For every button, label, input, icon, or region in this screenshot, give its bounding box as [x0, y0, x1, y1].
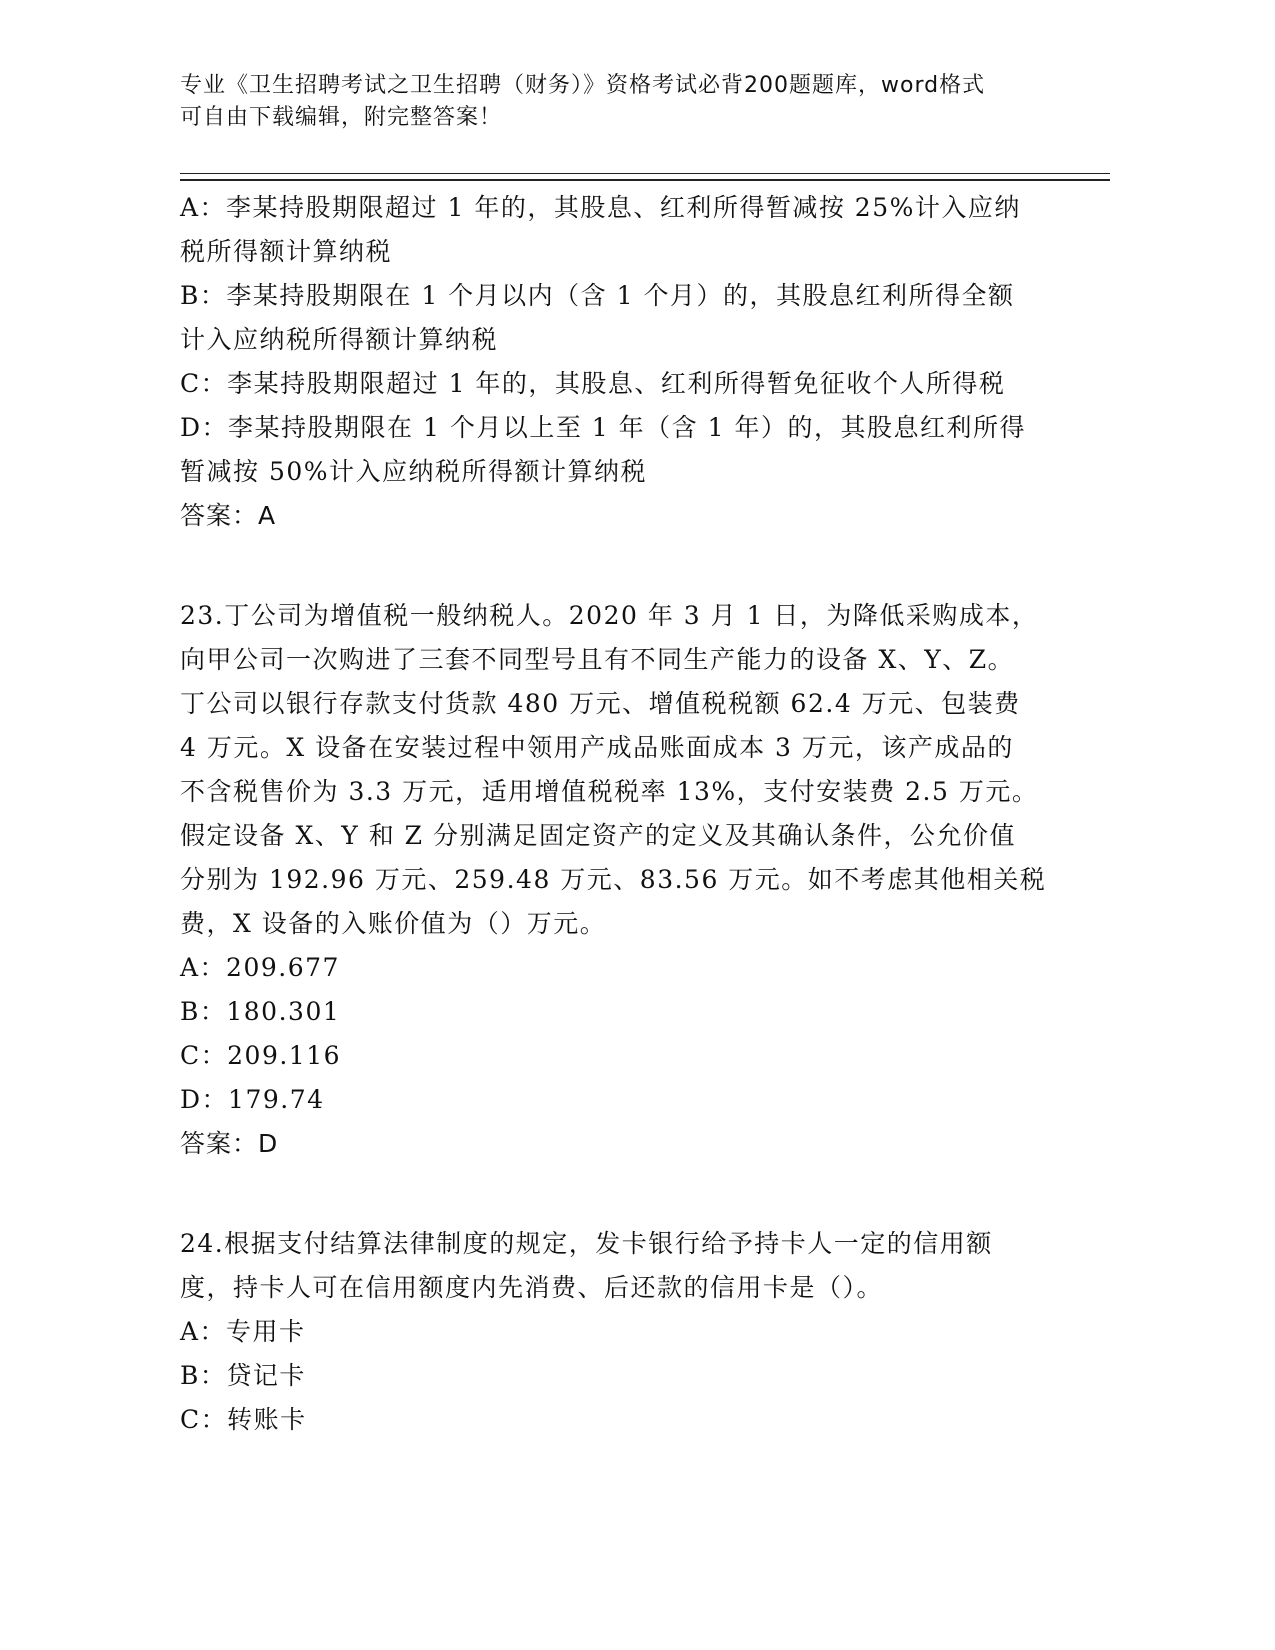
- question-23-line-5: 不含税售价为 3.3 万元，适用增值税税率 13%，支付安装费 2.5 万元。: [180, 777, 1039, 806]
- question-23: [180, 594, 1047, 1166]
- option-c: C：李某持股期限超过 1 年的，其股息、红利所得暂免征收个人所得税: [180, 369, 1006, 398]
- question-23-option-c: C：209.116: [180, 1041, 342, 1070]
- option-b-line-1: B：李某持股期限在 1 个月以内（含 1 个月）的，其股息红利所得全额: [180, 281, 1015, 310]
- question-23-line-1: 23.丁公司为增值税一般纳税人。2020 年 3 月 1 日，为降低采购成本，: [180, 601, 1039, 630]
- answer: 答案：A: [180, 501, 277, 530]
- question-23-line-6: 假定设备 X、Y 和 Z 分别满足固定资产的定义及其确认条件，公允价值: [180, 821, 1016, 850]
- question-23-line-4: 4 万元。X 设备在安装过程中领用产成品账面成本 3 万元，该产成品的: [180, 733, 1014, 762]
- prev-question: [180, 186, 1040, 538]
- question-23-line-3: 丁公司以银行存款支付货款 480 万元、增值税税额 62.4 万元、包装费: [180, 689, 1021, 718]
- option-a-line-2: 税所得额计算纳税: [180, 237, 393, 266]
- question-24-line-1: 24.根据支付结算法律制度的规定，发卡银行给予持卡人一定的信用额: [180, 1229, 993, 1258]
- question-24-option-c: C：转账卡: [180, 1405, 307, 1434]
- option-b-line-2: 计入应纳税所得额计算纳税: [180, 325, 499, 354]
- header-divider-thick: [180, 179, 1110, 181]
- header-divider-thin: [180, 173, 1110, 174]
- question-23-answer: 答案：D: [180, 1129, 279, 1158]
- document-header: [180, 70, 1030, 134]
- document-body: [180, 186, 1047, 1442]
- option-d-line-1: D：李某持股期限在 1 个月以上至 1 年（含 1 年）的，其股息红利所得: [180, 413, 1026, 442]
- question-23-option-a: A：209.677: [180, 953, 340, 982]
- question-24-line-2: 度，持卡人可在信用额度内先消费、后还款的信用卡是（）。: [180, 1273, 884, 1302]
- option-d-line-2: 暂减按 50%计入应纳税所得额计算纳税: [180, 457, 648, 486]
- question-23-line-2: 向甲公司一次购进了三套不同型号且有不同生产能力的设备 X、Y、Z。: [180, 645, 1015, 674]
- header-line-2: 可自由下载编辑，附完整答案！: [180, 105, 503, 130]
- question-24: [180, 1222, 1040, 1442]
- header-line-1: 专业《卫生招聘考试之卫生招聘（财务）》资格考试必背200题题库，word格式: [180, 73, 986, 98]
- question-23-line-8: 费，X 设备的入账价值为（）万元。: [180, 909, 607, 938]
- option-a-line-1: A：李某持股期限超过 1 年的，其股息、红利所得暂减按 25%计入应纳: [180, 193, 1021, 222]
- question-24-option-b: B：贷记卡: [180, 1361, 306, 1390]
- question-23-option-b: B：180.301: [180, 997, 341, 1026]
- question-23-option-d: D：179.74: [180, 1085, 325, 1114]
- question-23-line-7: 分别为 192.96 万元、259.48 万元、83.56 万元。如不考虑其他相关税: [180, 865, 1047, 894]
- question-24-option-a: A：专用卡: [180, 1317, 306, 1346]
